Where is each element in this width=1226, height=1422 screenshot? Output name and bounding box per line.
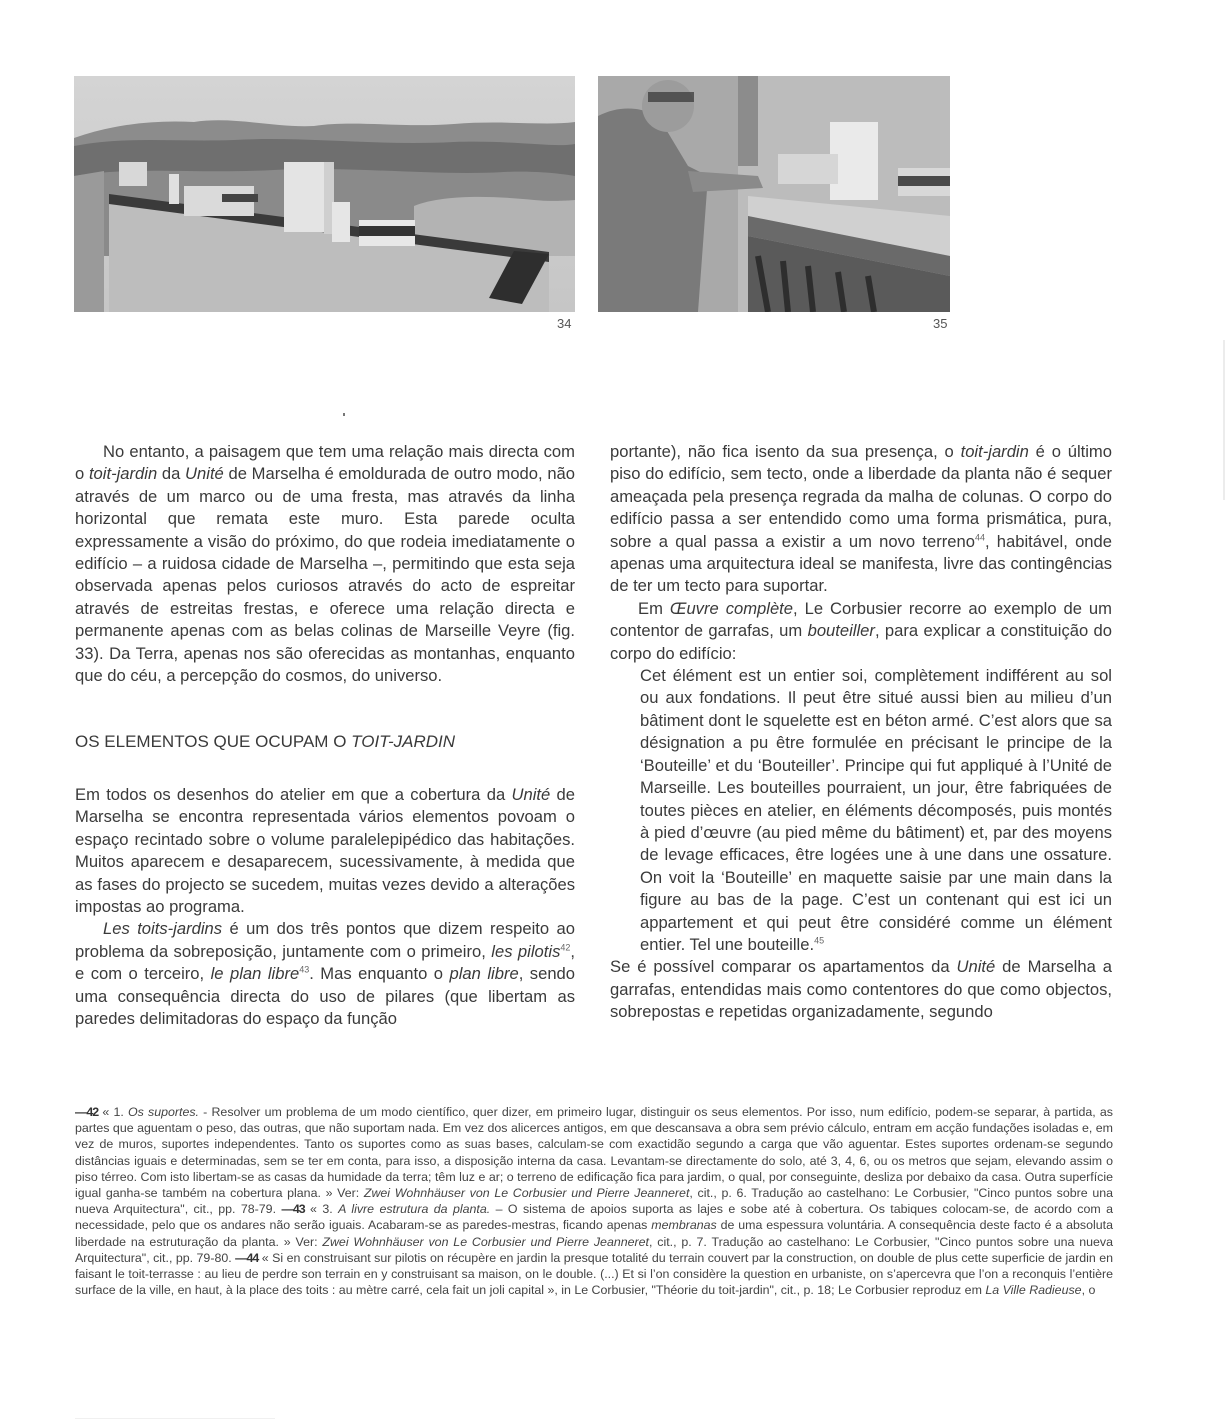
bottom-rule <box>75 1418 275 1419</box>
text-span: « Si en construisant sur pilotis on récupère en jardin la presque totalité du terrain couvert par la construction, on double de plus cette superficie de jardin en faisant le toit-terrasse : au lieu de perdre son terrain en y construisant sa maison, on le double. (...) Et si l’on considère la question en urbaniste, on s’apercevra que l’on a reconquis l’entière surface de la ville, en haut, à la place des toits : au mètre carré, cela fait un joli capital », in Le Corbusier, "Théorie du toit-jardin", cit., p. 18; Le Corbusier reproduz em <box>75 1250 1113 1298</box>
paragraph-oeuvre-complete <box>610 598 1112 665</box>
italic-term: membranas <box>651 1218 717 1233</box>
italic-term: Les toits-jardins <box>103 919 223 939</box>
spacer <box>75 687 575 731</box>
footnotes <box>75 1104 1113 1298</box>
text-span: . Mas enquanto o <box>309 964 450 984</box>
figure-34-photo <box>74 76 575 312</box>
text-span: de Marselha se encontra representada vários elementos povoam o espaço recintado sobre o volume paralelepipédico das habitações. Muitos aparecem e desaparecem, sucessivamente, à medida que as fases do projecto se sucedem, muitas vezes devido a alterações impostas ao programa. <box>75 784 575 916</box>
text-span: , o <box>1081 1283 1096 1298</box>
paragraph-landscape <box>75 441 575 687</box>
italic-title: Zwei Wohnhäuser von Le Corbusier und Pierre Jeanneret <box>363 1186 690 1201</box>
text-span: No entanto, a paisagem que tem uma relação mais directa com o <box>75 442 575 484</box>
text-span: – O sistema de apoios suporta as lajes e sobe até à cobertura. Os tabiques colocam-se, de acordo com a necessidade, pelo que os andares não serão iguais. Acabaram-se as paredes-mestras, ficando apenas <box>75 1202 1113 1233</box>
footnote-marker-43: —43 <box>281 1202 305 1217</box>
figure-35-number: 35 <box>933 316 948 331</box>
paragraph-drawings <box>75 784 575 918</box>
footnote-ref-43[interactable]: 43 <box>299 964 310 975</box>
italic-term: les pilotis <box>491 941 561 961</box>
text-span: « 1. <box>98 1105 128 1119</box>
text-span: é um dos três pontos que dizem respeito ao problema da sobreposição, juntamente com o primeiro, <box>75 919 575 961</box>
italic-term: Unité <box>511 784 551 804</box>
italic-term: A livre estrutura da planta. <box>338 1202 491 1217</box>
text-span: de Marselha a garrafas, entendidas mais como contentores do que como objectos, sobrepostas e repetidas organizadamente, segundo <box>610 957 1112 1022</box>
figure-35-photo <box>598 76 950 312</box>
heading-text: OS ELEMENTOS QUE OCUPAM O <box>75 732 352 752</box>
italic-term: Unité <box>185 464 224 484</box>
italic-term: Os suportes. <box>127 1105 199 1119</box>
italic-term: toit-jardin <box>960 442 1029 461</box>
text-span: de uma espessura voluntária. A consequência deste facto é a absoluta liberdade na estruturação da planta. » Ver: <box>75 1218 1113 1249</box>
text-span: de Marselha é emoldurada de outro modo, não através de um marco ou de uma fresta, mas através da linha horizontal que remata este muro. Esta parede oculta expressamente a visão do próximo, do que rodeia imediatamente o edifício – a ruidosa cidade de Marselha –, permitindo que esta seja observada apenas pelos curiosos através do acto de espreitar através de estreitas frestas, e oferece uma relação directa e permanente apenas com as belas colinas de Marseille Veyre (fig. 33). Da Terra, apenas nos são oferecidas as montanhas, enquanto que do céu, a percepção do cosmos, do universo. <box>75 464 576 686</box>
italic-term: plan libre <box>449 964 519 984</box>
page-edge-line <box>1223 340 1225 500</box>
paragraph-portante <box>610 441 1112 598</box>
italic-title: Zwei Wohnhäuser von Le Corbusier und Pierre Jeanneret <box>322 1234 649 1249</box>
text-span: , Le Corbusier recorre ao exemplo de um contentor de garrafas, um <box>610 598 1112 641</box>
text-span: portante), não fica isento da sua presença, o <box>610 442 961 461</box>
text-span: , para explicar a constituição do corpo do edifício: <box>610 621 1113 663</box>
footnote-ref-44[interactable]: 44 <box>974 532 985 543</box>
italic-title: La Ville Radieuse <box>985 1283 1082 1298</box>
italic-term: le plan libre <box>210 964 300 984</box>
italic-term: toit-jardin <box>88 464 158 484</box>
italic-term: bouteiller <box>807 621 875 641</box>
italic-term: Œuvre complète <box>669 598 794 618</box>
text-span: Se é possível comparar os apartamentos da <box>610 957 957 977</box>
paragraph-toits-jardins <box>75 918 575 1030</box>
text-span: , cit., p. 7. Tradução ao castelhano: Le Corbusier, "Cinco puntos sobre una nueva Arquitectura", cit., pp. 79-80. <box>75 1234 1114 1265</box>
text-span: - Resolver um problema de um modo científico, quer dizer, em primeiro lugar, distinguir os seus elementos. Por isso, num edifício, podem-se separar, à partida, as partes que aguentam o peso, das outras, que não suportam nada. Em vez dos alicerces antigos, em que descansava a obra sem prévio cálculo, entram em acção fundações isoladas e, em vez de muros, suportes independentes. Tanto os suportes como as suas bases, calculam-se com exactidão segundo a carga que vão aguentar. Estes suportes ordenam-se segundo distâncias iguais e determinadas, sem se ter em conta, para isso, a disposição interna da casa. Levantam-se directamente do solo, até 3, 4, 6, ou os metros que sejam, elevando assim o piso térreo. Com isto libertam-se as casas da humidade da terra; têm luz e ar; o terreno de edificação fica para jardim, o qual, por conseguinte, desliza por debaixo da casa. Outra superfície igual ganha-se também na cobertura plana. » Ver: <box>75 1105 1113 1201</box>
text-span: Em <box>638 598 670 618</box>
quote-text: Cet élément est un entier soi, complètement indifférent au sol ou aux fondations. Il peut être situé aussi bien au milieu d’un bâtiment dont le squelette est en béton armé. C’est alors que sa désignation a pu être formulée en précisant le principe de la ‘Bouteille’ et du ‘Bouteiller’. Principe qui fut appliqué à l’Unité de Marseille. Les bouteilles pourraient, un jour, être fabriquées de toutes pièces en atelier, en éléments décomposés, puis montés à pied d’œuvre (au pied même du bâtiment) et, par des moyens de levage efficaces, être logées une à une dans une ossature. On voit la ‘Bouteille’ en maquette saisie par une main dans la figure au bas de la page. C’est un contenant qui est ici un appartement et qui peut être considéré comme un élément entier. Tel une bouteille. <box>640 666 1112 954</box>
text-span: , habitável, onde apenas uma arquitectura ideal se manifesta, livre das contingências de ter um tecto para suportar. <box>610 531 1112 596</box>
text-span: da <box>157 464 186 484</box>
text-span: , cit., p. 6. Tradução ao castelhano: Le Corbusier, "Cinco puntos sobre una nueva Arquitectura", cit., pp. 78-79. <box>75 1186 1114 1217</box>
text-span: , e com o terceiro, <box>75 941 576 984</box>
italic-term: Unité <box>956 957 996 977</box>
le-corbusier-model-image <box>598 76 950 312</box>
left-column <box>75 441 575 1030</box>
text-span: « 3. <box>304 1202 339 1217</box>
block-quote <box>640 665 1112 956</box>
stray-print-mark <box>343 413 345 416</box>
footnote-ref-45[interactable]: 45 <box>814 935 825 946</box>
right-column <box>610 441 1112 1024</box>
roof-model-landscape-image <box>74 76 575 312</box>
text-span: , sendo uma consequência directa do uso de pilares (que libertam as paredes delimitadoras do espaço da função <box>75 964 576 1028</box>
footnote-ref-42[interactable]: 42 <box>560 942 571 953</box>
heading-italic: TOIT-JARDIN <box>351 732 456 752</box>
section-heading <box>75 731 575 753</box>
text-span: é o último piso do edifício, sem tecto, onde a liberdade da planta não é sequer ameaçada pela presença regrada da malha de colunas. O corpo do edifício passa a ser entendido como uma forma prismática, pura, sobre a qual passa a existir a um novo terreno <box>610 442 1112 551</box>
text-span: Em todos os desenhos do atelier em que a cobertura da <box>75 784 512 804</box>
footnote-marker-44: —44 <box>235 1250 259 1265</box>
figure-34-number: 34 <box>557 316 572 331</box>
paragraph-apartments <box>610 956 1112 1023</box>
spacer <box>75 754 575 784</box>
footnote-marker-42: —42 <box>75 1105 99 1119</box>
